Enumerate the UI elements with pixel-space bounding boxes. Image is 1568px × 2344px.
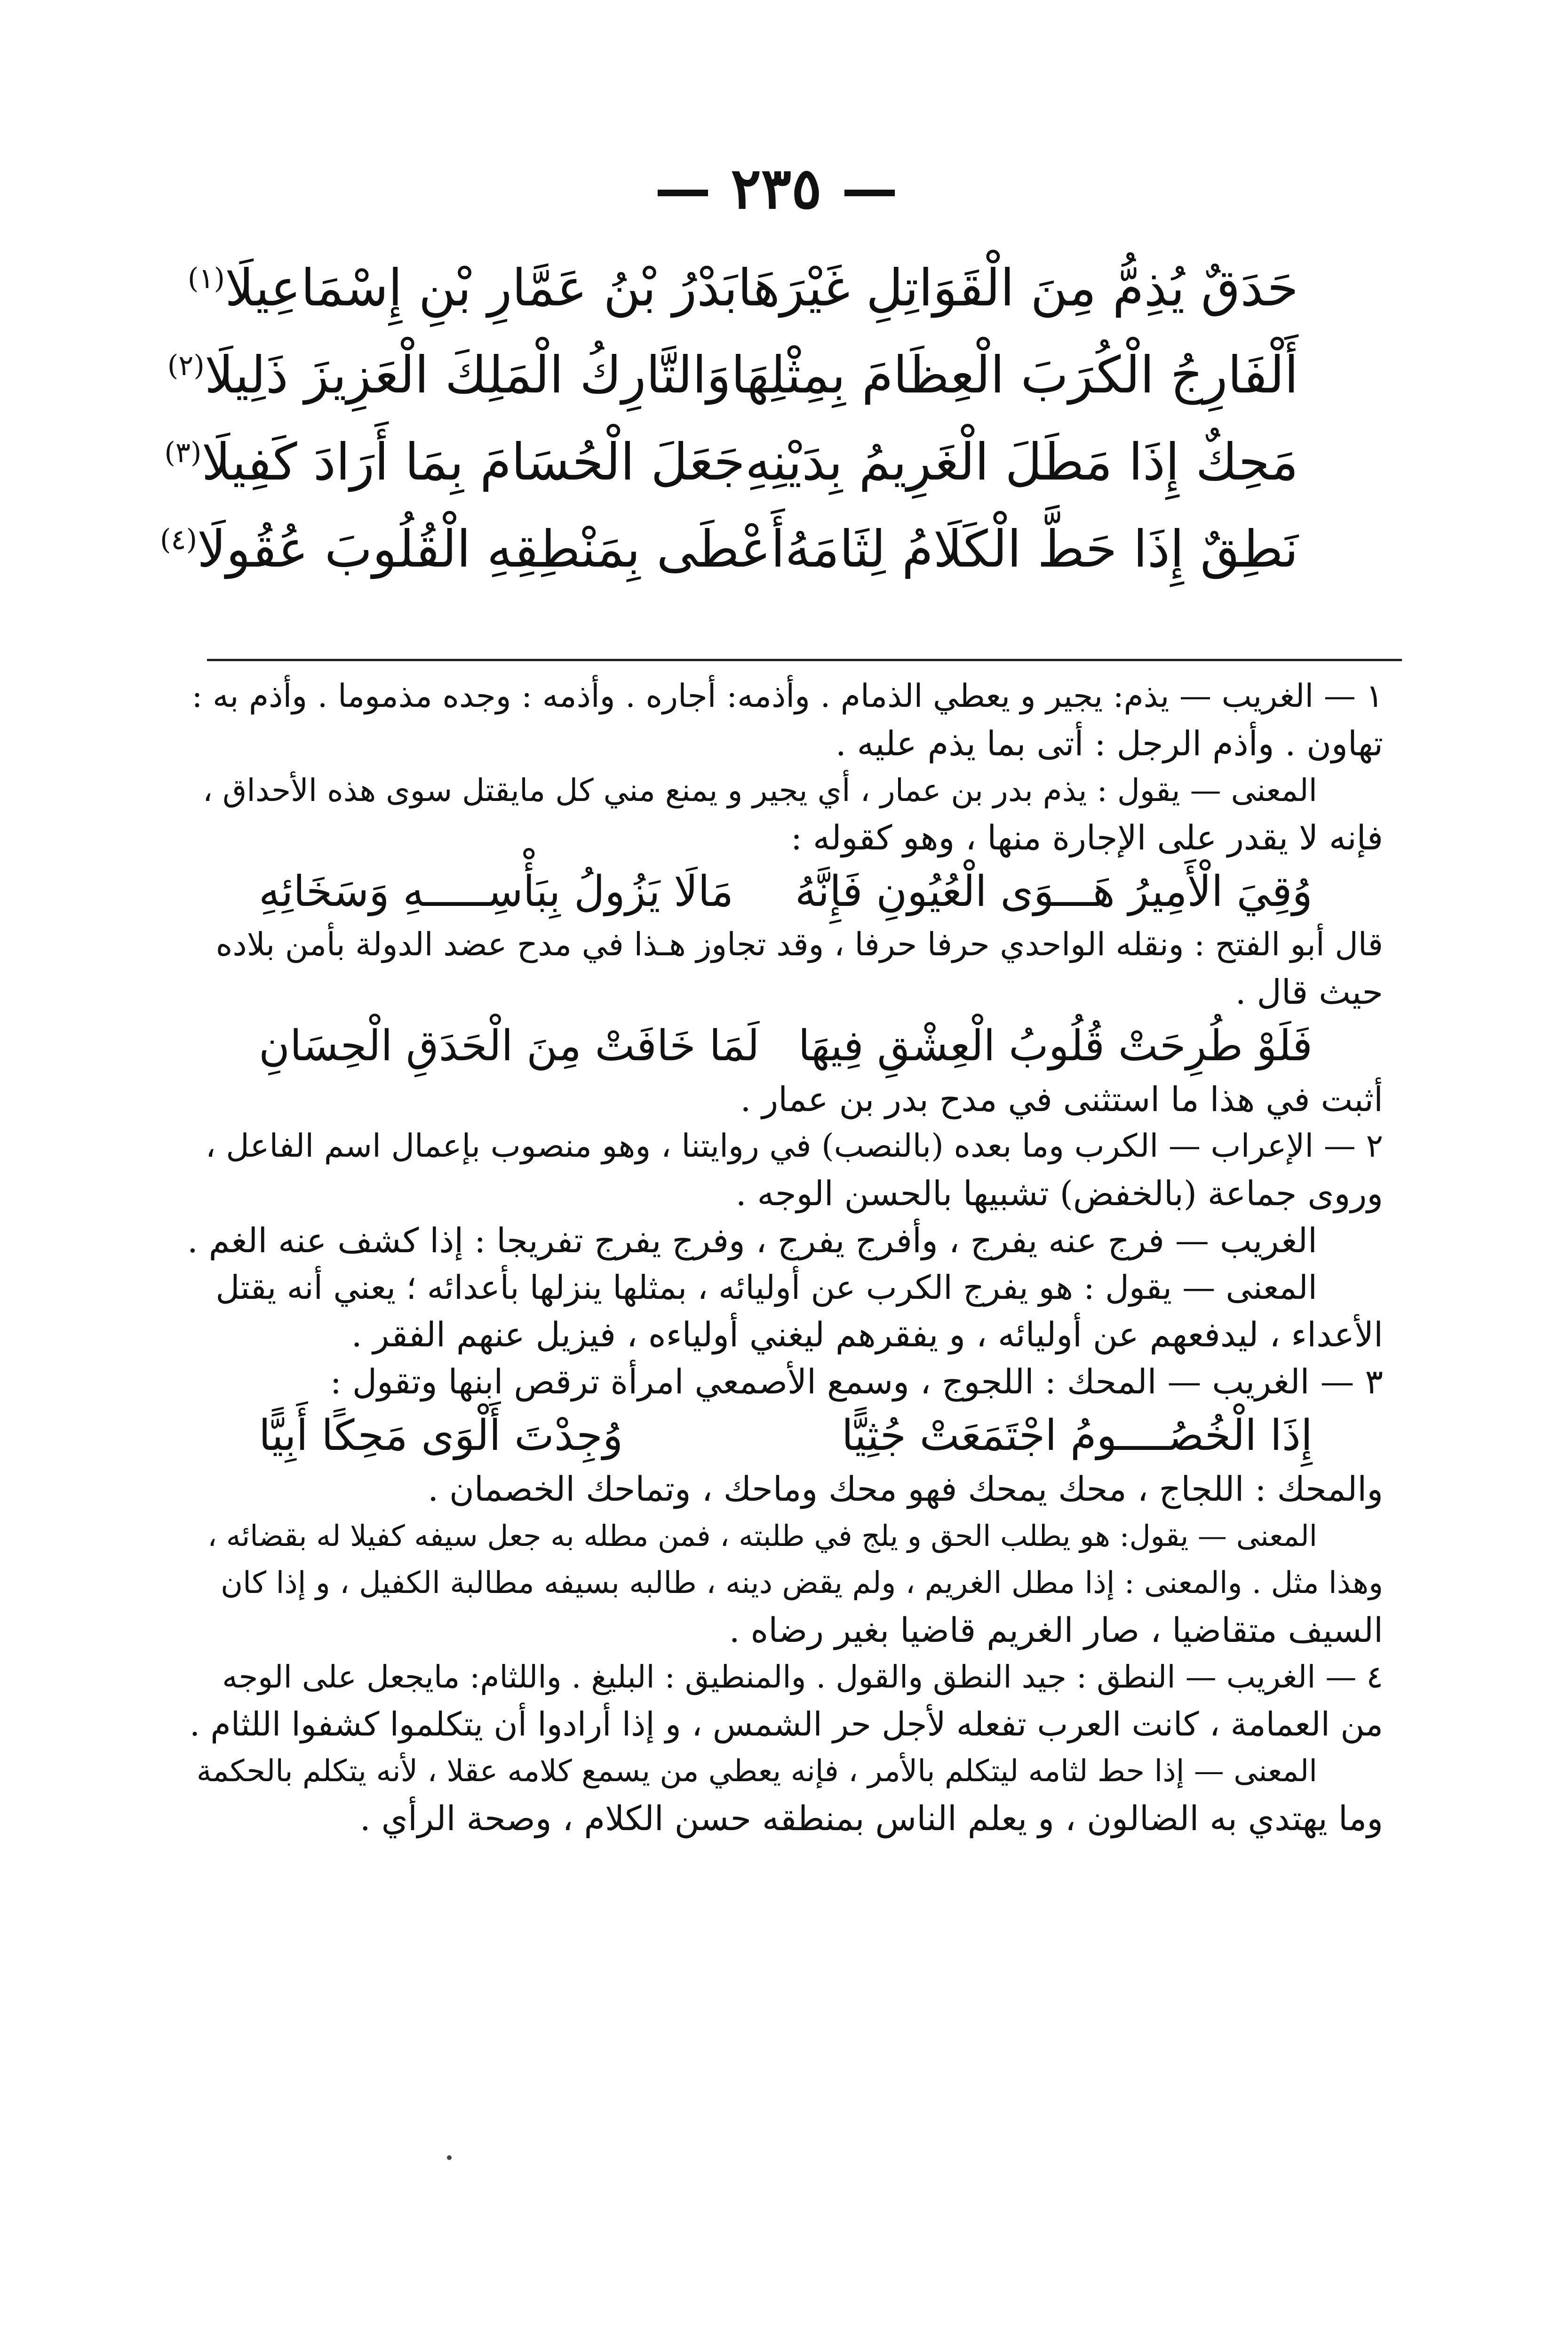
verse-second-hemistich: [188, 259, 738, 318]
commentary-line: والمحك : اللجاج ، محك يمحك فهو محك وماحك ، وتماحك الخصمان .: [428, 1469, 1383, 1509]
footnote-divider: [207, 659, 1402, 661]
commentary-line: وهذا مثل . والمعنى : إذا مطل الغريم ، ولم يقض دينه ، طالبه بسيفه مطالبة الكفيل ، و إذا كان: [221, 1566, 1383, 1600]
verse-second-hemistich-text: جَعَلَ الْحُسَامَ بِمَا أَرَادَ كَفِيلَا: [201, 433, 745, 492]
commentary-line: المعنى — يقول : يذم بدر بن عمار ، أي يجير و يمنع مني كل مايقتل سوى هذه الأحداق ،: [202, 772, 1317, 808]
verse-line: [167, 332, 1298, 419]
commentary-line: السيف متقاضيا ، صار الغريم قاضيا بغير رضاه .: [729, 1610, 1383, 1650]
commentary-line: ٣ — الغريب — المحك : اللجوج ، وسمع الأصمعي امرأة ترقص ابنها وتقول :: [330, 1362, 1383, 1401]
quoted-verse-first-hemistich: فَلَوْ طُرِحَتْ قُلُوبُ الْعِشْقِ فِيهَا: [798, 1021, 1313, 1071]
quoted-verse-second-hemistich: لَمَا خَافَتْ مِنَ الْحَدَقِ الْحِسَانِ: [259, 1021, 760, 1071]
verse-second-hemistich: [167, 346, 731, 405]
verse-first-hemistich: أَلْفَارِجُ الْكُرَبَ الْعِظَامَ بِمِثْلِهَا: [731, 346, 1298, 405]
commentary-line: أثبت في هذا ما استثنى في مدح بدر بن عمار .: [740, 1080, 1383, 1119]
page-speck: [447, 2155, 452, 2160]
quoted-verse: [188, 1405, 1383, 1465]
commentary-line: ٢ — الإعراب — الكرب وما بعده (بالنصب) في روايتنا ، وهو منصوب بإعمال اسم الفاعل ،: [205, 1128, 1383, 1165]
verse-second-hemistich-text: وَالتَّارِكُ الْمَلِكَ الْعَزِيزَ ذَلِيلَا: [204, 346, 731, 405]
footnote-marker: (٣): [164, 436, 202, 469]
commentary-line: المعنى — يقول: هو يطلب الحق و يلج في طلبته ، فمن مطله به جعل سيفه كفيلا له بقضائه ،: [207, 1519, 1317, 1553]
quoted-verse-first-hemistich: وُقِيَ الْأَمِيرُ هَـــوَى الْعُيُونِ فَإِنَّهُ: [795, 866, 1313, 916]
verse-second-hemistich: [164, 433, 745, 492]
commentary-line: حيث قال .: [1235, 972, 1383, 1012]
commentary-line: فإنه لا يقدر على الإجارة منها ، وهو كقوله :: [790, 818, 1383, 857]
commentary-line: ١ — الغريب — يذم: يجير و يعطي الذمام . وأذمه: أجاره . وأذمه : وجده مذموما . وأذم به :: [191, 678, 1383, 715]
footnote-marker: (٤): [159, 523, 198, 556]
commentary-line: وما يهتدي به الضالون ، و يعلم الناس بمنطقه حسن الكلام ، وصحة الرأي .: [359, 1799, 1383, 1838]
footnote-marker: (١): [187, 262, 225, 295]
quoted-verse: [188, 1016, 1383, 1076]
poem-verses: [159, 245, 1298, 593]
quoted-verse-second-hemistich: مَالَا يَزُولُ بِبَأْسِـــــهِ وَسَخَائِهِ: [259, 866, 734, 916]
verse-first-hemistich: نَطِقٌ إِذَا حَطَّ الْكَلَامُ لِثَامَهُ: [785, 520, 1298, 579]
commentary-line: المعنى — إذا حط لثامه ليتكلم بالأمر ، فإنه يعطي من يسمع كلامه عقلا ، لأنه يتكلم بالحكمة: [196, 1754, 1317, 1789]
commentary-line: وروى جماعة (بالخفض) تشبيها بالحسن الوجه .: [735, 1174, 1383, 1213]
commentary-line: الغريب — فرج عنه يفرج ، وأفرج يفرج ، وفرج يفرج تفريجا : إذا كشف عنه الغم .: [187, 1221, 1317, 1260]
verse-first-hemistich: حَدَقٌ يُذِمُّ مِنَ الْقَوَاتِلِ غَيْرَهَا: [738, 259, 1298, 318]
quoted-verse-second-hemistich: وُجِدْتَ أَلْوَى مَحِكًا أَبِيًّا: [259, 1410, 623, 1460]
footnote-marker: (٢): [167, 349, 205, 382]
verse-line: [187, 245, 1298, 332]
commentary-line: من العمامة ، كانت العرب تفعله لأجل حر الشمس ، و إذا أرادوا أن يتكلموا كشفوا اللثام .: [189, 1705, 1383, 1744]
commentary-line: ٤ — الغريب — النطق : جيد النطق والقول . والمنطيق : البليغ . واللثام: مايجعل على الوجه: [222, 1659, 1383, 1695]
verse-line: [159, 506, 1298, 593]
page-number: — ٢٣٥ —: [654, 155, 898, 222]
verse-second-hemistich-text: أَعْطَى بِمَنْطِقِهِ الْقُلُوبَ عُقُولَا: [197, 520, 785, 579]
verse-line: [164, 419, 1298, 506]
verse-second-hemistich-text: بَدْرُ بْنُ عَمَّارِ بْنِ إِسْمَاعِيلَا: [225, 259, 738, 318]
commentary-notes: [188, 673, 1383, 1842]
commentary-line: قال أبو الفتح : ونقله الواحدي حرفا حرفا ، وقد تجاوز هـذا في مدح عضد الدولة بأمن بلاده: [215, 926, 1383, 963]
commentary-line: الأعداء ، ليدفعهم عن أوليائه ، و يفقرهم ليغني أولياءه ، فيزيل عنهم الفقر .: [351, 1315, 1383, 1354]
verse-first-hemistich: مَحِكٌ إِذَا مَطَلَ الْغَرِيمُ بِدَيْنِهِ: [745, 433, 1298, 492]
commentary-line: المعنى — يقول : هو يفرج الكرب عن أوليائه ، بمثلها ينزلها بأعدائه ؛ يعني أنه يقتل: [215, 1268, 1317, 1307]
commentary-line: تهاون . وأذم الرجل : أتى بما يذم عليه .: [835, 724, 1383, 763]
quoted-verse: [188, 861, 1383, 921]
quoted-verse-first-hemistich: إِذَا الْخُصُــــومُ اجْتَمَعَتْ جُثِيًّا: [841, 1410, 1313, 1460]
verse-second-hemistich: [160, 520, 785, 579]
